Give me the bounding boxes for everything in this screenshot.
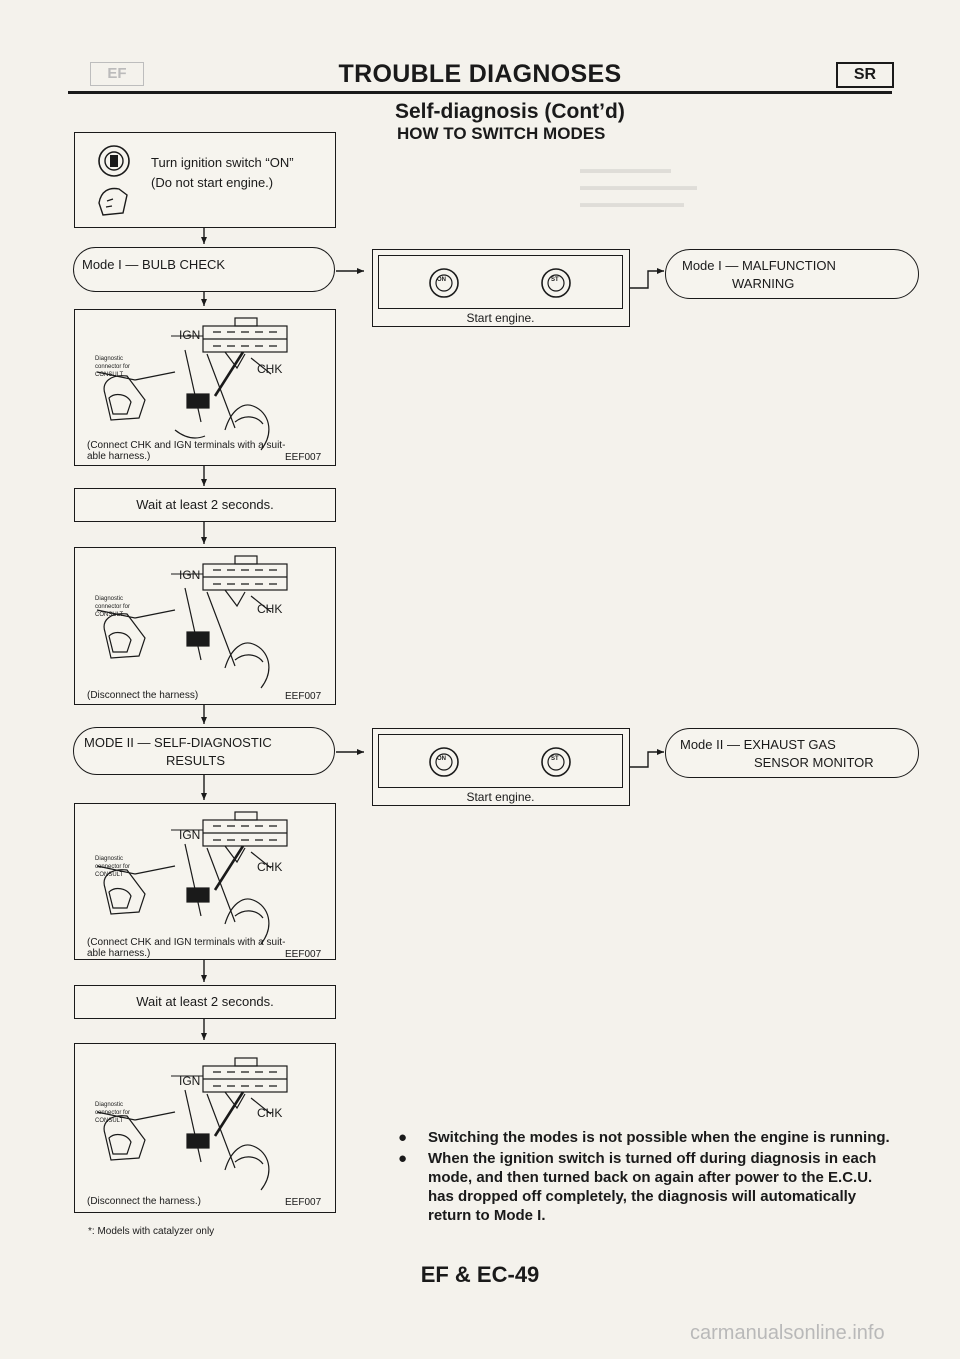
diagnostic-connector-label-1: Diagnostic [95,596,124,602]
diagnostic-connector-label-2: connector for [95,604,131,610]
ignition-on-text: Turn ignition switch “ON” [151,155,294,170]
bullet-icon: ● [398,1129,408,1146]
ignition-start-icon [539,745,573,779]
ignition-on-label: ON [437,277,446,283]
connector-figure-connect-2 [74,803,336,960]
section-tag-right: SR [836,62,894,88]
diagnostic-connector-label-3: CONSULT [95,1118,124,1124]
watermark: carmanualsonline.info [690,1322,885,1344]
note-text: When the ignition switch is turned off during diagnosis in each mode, and then turned back on again after power to the E.C.U. has dropped off completely, the diagnosis will automatically return to Mode I. [428,1150,877,1224]
show-through-text: ▬▬▬▬▬▬▬ ▬▬▬▬▬▬▬▬▬ ▬▬▬▬▬▬▬▬ [580,161,697,210]
figure-code: EEF007 [285,1197,322,1208]
diagnostic-connector-label-2: connector for [95,864,131,870]
connector-figure-connect-1 [74,309,336,466]
page-number: EF & EC-49 [420,1262,540,1287]
diagnostic-connector-illustration [75,804,335,959]
start-engine-label-1: Start engine. [466,311,535,325]
notes-list [398,1128,898,1227]
figure-code: EEF007 [285,691,322,702]
mode1-malfunction-sublabel: WARNING [732,276,795,291]
figure-code: EEF007 [285,452,322,463]
ignition-on-subtext: (Do not start engine.) [151,175,274,190]
ign-terminal-label: IGN [179,828,201,842]
figure-code: EEF007 [285,949,322,960]
chk-terminal-label: CHK [257,1106,283,1120]
ignition-on-icon [427,266,461,300]
mode1-bulb-check-label: Mode I — BULB CHECK [82,257,226,272]
diagnostic-connector-label-3: CONSULT [95,372,124,378]
note-text: Switching the modes is not possible when the engine is running. [428,1129,890,1146]
ignition-start-icon [539,266,573,300]
connect-caption-line2: able harness.) [87,451,151,462]
diagnostic-connector-illustration [75,1050,335,1205]
ignition-positions-2 [378,734,623,788]
diagnostic-connector-label-2: connector for [95,364,131,370]
mode2-exhaust-gas-monitor [665,728,919,778]
start-engine-step-1 [372,249,630,327]
mode2-exhaust-label: Mode II — EXHAUST GAS [680,737,836,752]
mode1-malfunction-label: Mode I — MALFUNCTION [682,258,836,273]
ignition-start-label: ST [551,756,559,762]
ignition-positions-1 [378,255,623,309]
chk-terminal-label: CHK [257,860,283,874]
connect-caption-line1: (Connect CHK and IGN terminals with a suit- [87,440,286,451]
diagnostic-connector-label-3: CONSULT [95,612,124,618]
wait-step-1: Wait at least 2 seconds. [74,488,336,522]
diagnostic-connector-label-1: Diagnostic [95,1102,124,1108]
diagnostic-connector-label-1: Diagnostic [95,356,124,362]
connect-caption-line2: able harness.) [87,948,151,959]
ign-terminal-label: IGN [179,568,201,582]
page-title: TROUBLE DIAGNOSES [338,60,622,88]
mode2-results-sublabel: RESULTS [166,753,225,768]
mode2-results-label: MODE II — SELF-DIAGNOSTIC [84,735,272,750]
start-engine-step-2 [372,728,630,806]
mode1-malfunction-warning [665,249,919,299]
footnote: *: Models with catalyzer only [88,1226,215,1237]
connector-figure-disconnect-2 [74,1043,336,1213]
ign-terminal-label: IGN [179,328,201,342]
ignition-on-icon [427,745,461,779]
note-item [398,1149,898,1225]
diagnostic-connector-label-2: connector for [95,1110,131,1116]
start-engine-label-2: Start engine. [466,790,535,804]
ign-terminal-label: IGN [179,1074,201,1088]
mode2-self-diagnostic-results [73,727,335,775]
diagnostic-connector-illustration [75,548,335,703]
mode1-bulb-check [73,247,335,292]
ignition-key-icon [93,143,135,221]
wait-step-2: Wait at least 2 seconds. [74,985,336,1019]
section-tag-left: EF [90,62,144,86]
connector-figure-disconnect-1 [74,547,336,705]
mode2-exhaust-sublabel: SENSOR MONITOR [754,755,874,770]
chk-terminal-label: CHK [257,602,283,616]
diagnostic-connector-label-1: Diagnostic [95,856,124,862]
disconnect-caption: (Disconnect the harness) [87,690,199,701]
connect-caption-line1: (Connect CHK and IGN terminals with a suit- [87,937,286,948]
disconnect-caption: (Disconnect the harness.) [87,1196,201,1207]
section-heading: HOW TO SWITCH MODES [397,124,606,143]
subtitle: Self-diagnosis (Cont’d) [395,100,625,123]
diagnostic-connector-label-3: CONSULT [95,872,124,878]
ignition-start-label: ST [551,277,559,283]
chk-terminal-label: CHK [257,362,283,376]
ignition-on-step [74,132,336,228]
ignition-on-label: ON [437,756,446,762]
note-item [398,1128,898,1147]
bullet-icon: ● [398,1150,408,1167]
